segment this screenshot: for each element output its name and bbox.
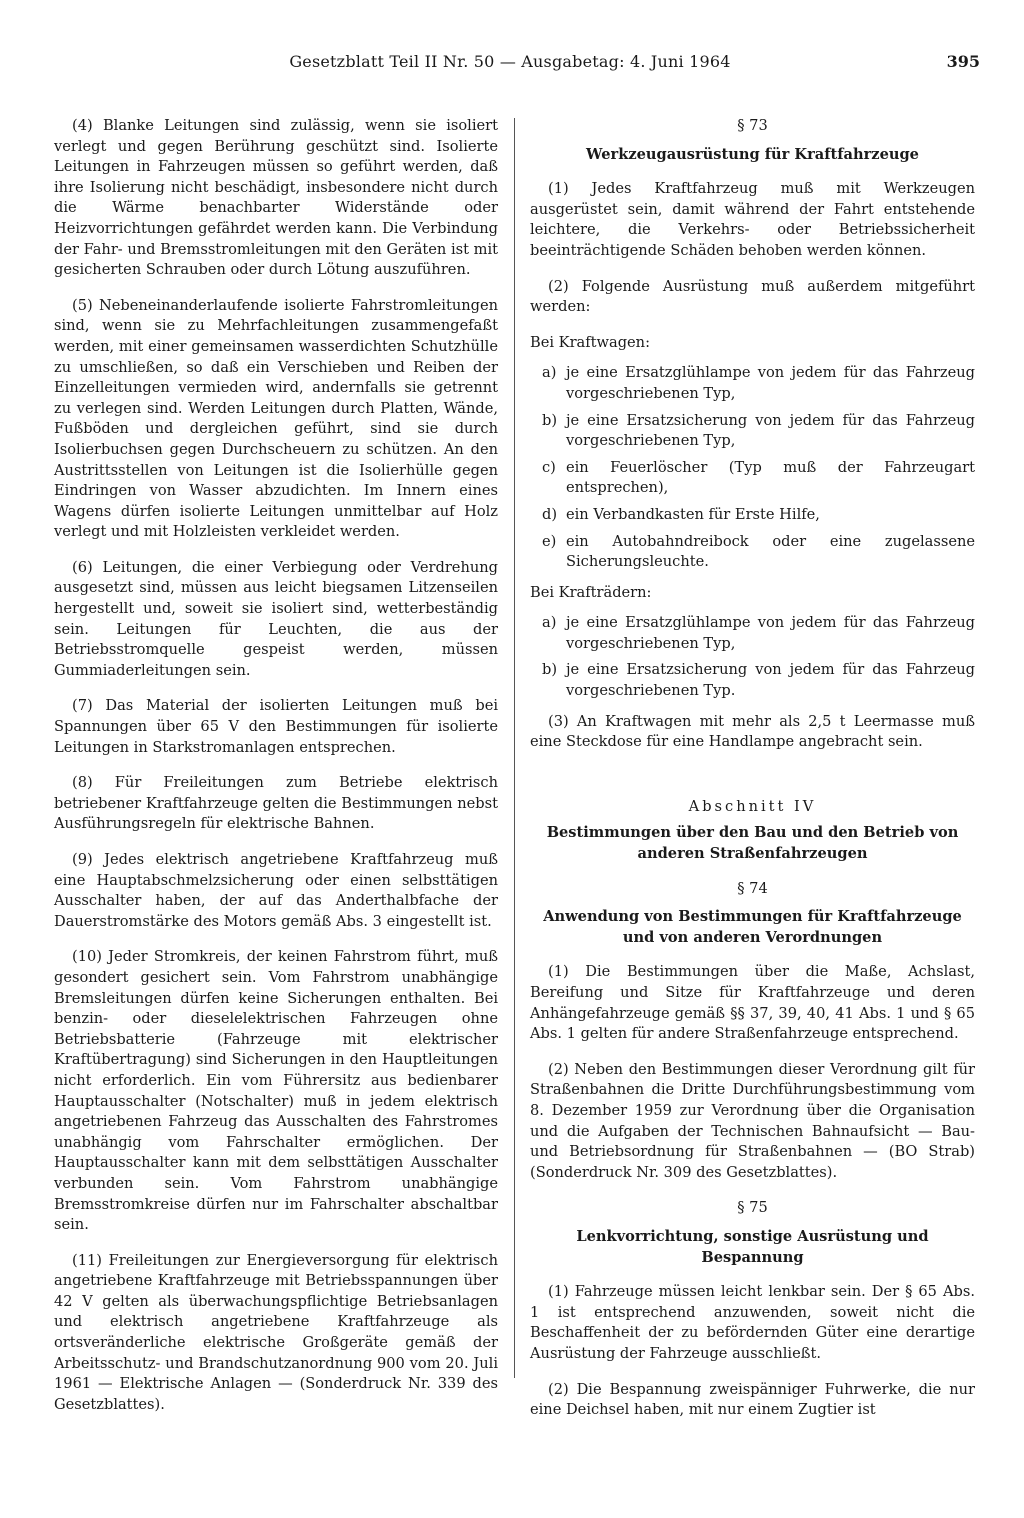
list-item — [530, 363, 975, 404]
list-item — [530, 532, 975, 573]
paragraph-10: (10) Jeder Stromkreis, der keinen Fahrstrom führt, muß gesondert gesichert sein. Vom Fahrstrom unabhängige Bremsleitungen dürfen keine Sicherungen enthalten. Bei benzin- oder dieselelektrischen Fahrzeugen ohne Betriebsbatterie (Fahrzeuge mit elektrischer Kraftübertragung) sind Sicherungen in den Hauptleitungen nicht erforderlich. Ein vom Führersitz aus bedienbarer Hauptausschalter (Notschalter) muß in jedem elektrisch angetriebenen Fahrzeug das Ausschalten des Fahrstromes unabhängig vom Fahrschalter ermöglichen. Der Hauptausschalter kann mit dem selbsttätigen Ausschalter verbunden sein. Vom Fahrstrom unabhängige Bremsstromkreise dürfen nur im Fahrschalter abschaltbar sein. — [54, 948, 498, 1234]
page-header — [40, 52, 980, 82]
right-column — [530, 116, 975, 1436]
list-item — [530, 660, 975, 701]
list-item-text: je eine Ersatzglühlampe von jedem für das Fahrzeug vorgeschriebenen Typ, — [566, 364, 975, 402]
kraftwagen-list — [530, 363, 975, 572]
section-73-paragraph-3: (3) An Kraftwagen mit mehr als 2,5 t Leermasse muß eine Steckdose für eine Handlampe angebracht sein. — [530, 712, 975, 751]
section-75-paragraph-1: (1) Fahrzeuge müssen leicht lenkbar sein. Der § 65 Abs. 1 ist entsprechend anzuwenden, soweit nicht die Beschaffenheit der zu befördernden Güter eine derartige Ausrüstung der Fahrzeuge ausschließt. — [530, 1283, 975, 1362]
kraftraeder-list — [530, 613, 975, 701]
section-73-number: § 73 — [737, 117, 768, 134]
list-marker: d) — [542, 505, 558, 523]
paragraph-4: (4) Blanke Leitungen sind zulässig, wenn sie isoliert verlegt und gegen Berührung geschützt sind. Isolierte Leitungen in Fahrzeugen müssen so geführt werden, daß ihre Isolierung nicht beschädigt, insbesondere nicht durch die Wärme benachbarter Widerstände oder Heizvorrichtungen gefährdet werden kann. Die Verbindung der Fahr- und Bremsstromleitungen mit den Geräten ist mit gesicherten Schrauben oder durch Lötung auszuführen. — [54, 117, 498, 279]
list-item-text: je eine Ersatzsicherung von jedem für das Fahrzeug vorgeschriebenen Typ. — [566, 661, 975, 700]
list-item-text: ein Verbandkasten für Erste Hilfe, — [566, 505, 820, 523]
list-item-text: ein Autobahndreibock oder eine zugelassene Sicherungsleuchte. — [566, 532, 975, 571]
section-74-title: Anwendung von Bestimmungen für Kraftfahrzeuge und von anderen Verordnungen — [543, 908, 962, 946]
gazette-title: Gesetzblatt Teil II Nr. 50 — Ausgabetag: 4. Juni 1964 — [289, 52, 731, 71]
left-column — [54, 116, 498, 1430]
section-74-paragraph-2: (2) Neben den Bestimmungen dieser Verordnung gilt für Straßenbahnen die Dritte Durchführungsbestimmung vom 8. Dezember 1959 zur Verordnung über die Organisation und die Aufgaben der Technischen Bahnaufsicht — Bau- und Betriebsordnung für Straßenbahnen — (BO Strab) (Sonderdruck Nr. 309 des Gesetzblattes). — [530, 1060, 975, 1181]
paragraph-11: (11) Freileitungen zur Energieversorgung für elektrisch angetriebene Kraftfahrzeuge mit Betriebsspannungen über 42 V gelten als überwachungspflichtige Betriebsanlagen und elektrisch angetriebene Kraftfahrzeuge als ortsveränderliche elektrische Großgeräte gemäß der Arbeitsschutz- und Brandschutzanordnung 900 vom 20. Juli 1961 — Elektrische Anlagen — (Sonderdruck Nr. 339 des Gesetzblattes). — [54, 1251, 498, 1413]
kraftraeder-label: Bei Krafträdern: — [530, 583, 652, 601]
section-73-paragraph-2: (2) Folgende Ausrüstung muß außerdem mitgeführt werden: — [530, 277, 975, 316]
section-74-paragraph-1: (1) Die Bestimmungen über die Maße, Achslast, Bereifung und Sitze für Kraftfahrzeuge und deren Anhängefahrzeuge gemäß §§ 37, 39, 40, 41 Abs. 1 und § 65 Abs. 1 gelten für andere Straßenfahrzeuge entsprechend. — [530, 963, 975, 1043]
kraftwagen-label: Bei Kraftwagen: — [530, 333, 650, 351]
section-73-title: Werkzeugausrüstung für Kraftfahrzeuge — [586, 145, 919, 163]
column-divider — [514, 118, 515, 1378]
section-73-paragraph-1: (1) Jedes Kraftfahrzeug muß mit Werkzeugen ausgerüstet sein, damit während der Fahrt entstehende leichtere, die Verkehrs- oder Betriebssicherheit beeinträchtigende Schäden behoben werden können. — [530, 180, 975, 259]
section-75-title: Lenkvorrichtung, sonstige Ausrüstung und Bespannung — [576, 1227, 929, 1266]
part-heading: Abschnitt IV — [688, 797, 817, 815]
section-75-paragraph-2: (2) Die Bespannung zweispänniger Fuhrwerke, die nur eine Deichsel haben, mit nur einem Zugtier ist — [530, 1380, 975, 1419]
paragraph-9: (9) Jedes elektrisch angetriebene Kraftfahrzeug muß eine Hauptabschmelzsicherung oder einen selbsttätigen Ausschalter haben, der auf das Anderthalbfache der Dauerstromstärke des Motors gemäß Abs. 3 eingestellt ist. — [54, 851, 498, 930]
paragraph-5: (5) Nebeneinanderlaufende isolierte Fahrstromleitungen sind, wenn sie zu Mehrfachleitungen zusammengefaßt werden, mit einer gemeinsamen wasserdichten Schutzhülle zu umschließen, so daß ein Verschieben und Reiben der Einzelleitungen vermieden wird, andernfalls sie getrennt zu verlegen sind. Werden Leitungen durch Platten, Wände, Fußböden und dergleichen geführt, sind sie durch Isolierbuchsen gegen Durchscheuern zu schützen. An den Austrittsstellen von Leitungen ist die Isolierhülle gegen Eindringen von Wasser abzudichten. Im Innern eines Wagens dürfen isolierte Leitungen unmittelbar auf Holz verlegt und mit Holzleisten verkleidet werden. — [54, 296, 498, 541]
list-marker: a) — [542, 364, 557, 382]
section-74-number: § 74 — [737, 879, 768, 897]
list-marker: c) — [542, 458, 556, 476]
list-item — [530, 411, 975, 452]
paragraph-6: (6) Leitungen, die einer Verbiegung oder Verdrehung ausgesetzt sind, müssen aus leicht biegsamen Litzenseilen hergestellt und, soweit sie isoliert sind, wetterbeständig sein. Leitungen für Leuchten, die aus der Betriebsstromquelle gespeist werden, müssen Gummiaderleitungen sein. — [54, 558, 498, 679]
list-item-text: je eine Ersatzglühlampe von jedem für das Fahrzeug vorgeschriebenen Typ, — [566, 614, 975, 652]
list-marker: a) — [542, 614, 557, 632]
list-item-text: ein Feuerlöscher (Typ muß der Fahrzeugart entsprechen), — [566, 458, 975, 497]
list-marker: b) — [542, 411, 558, 429]
list-item — [530, 613, 975, 654]
section-75-number: § 75 — [737, 1199, 768, 1217]
list-marker: e) — [542, 532, 557, 550]
list-item-text: je eine Ersatzsicherung von jedem für das Fahrzeug vorgeschriebenen Typ, — [566, 411, 975, 450]
list-marker: b) — [542, 661, 558, 679]
paragraph-7: (7) Das Material der isolierten Leitungen muß bei Spannungen über 65 V den Bestimmungen für isolierte Leitungen in Starkstromanlagen entsprechen. — [54, 697, 498, 756]
part-title: Bestimmungen über den Bau und den Betrieb von anderen Straßenfahrzeugen — [546, 824, 959, 863]
page-number: 395 — [946, 52, 980, 71]
paragraph-8: (8) Für Freileitungen zum Betriebe elektrisch betriebener Kraftfahrzeuge gelten die Bestimmungen nebst Ausführungsregeln für elektrische Bahnen. — [54, 774, 498, 833]
list-item — [530, 458, 975, 499]
list-item — [530, 505, 975, 526]
